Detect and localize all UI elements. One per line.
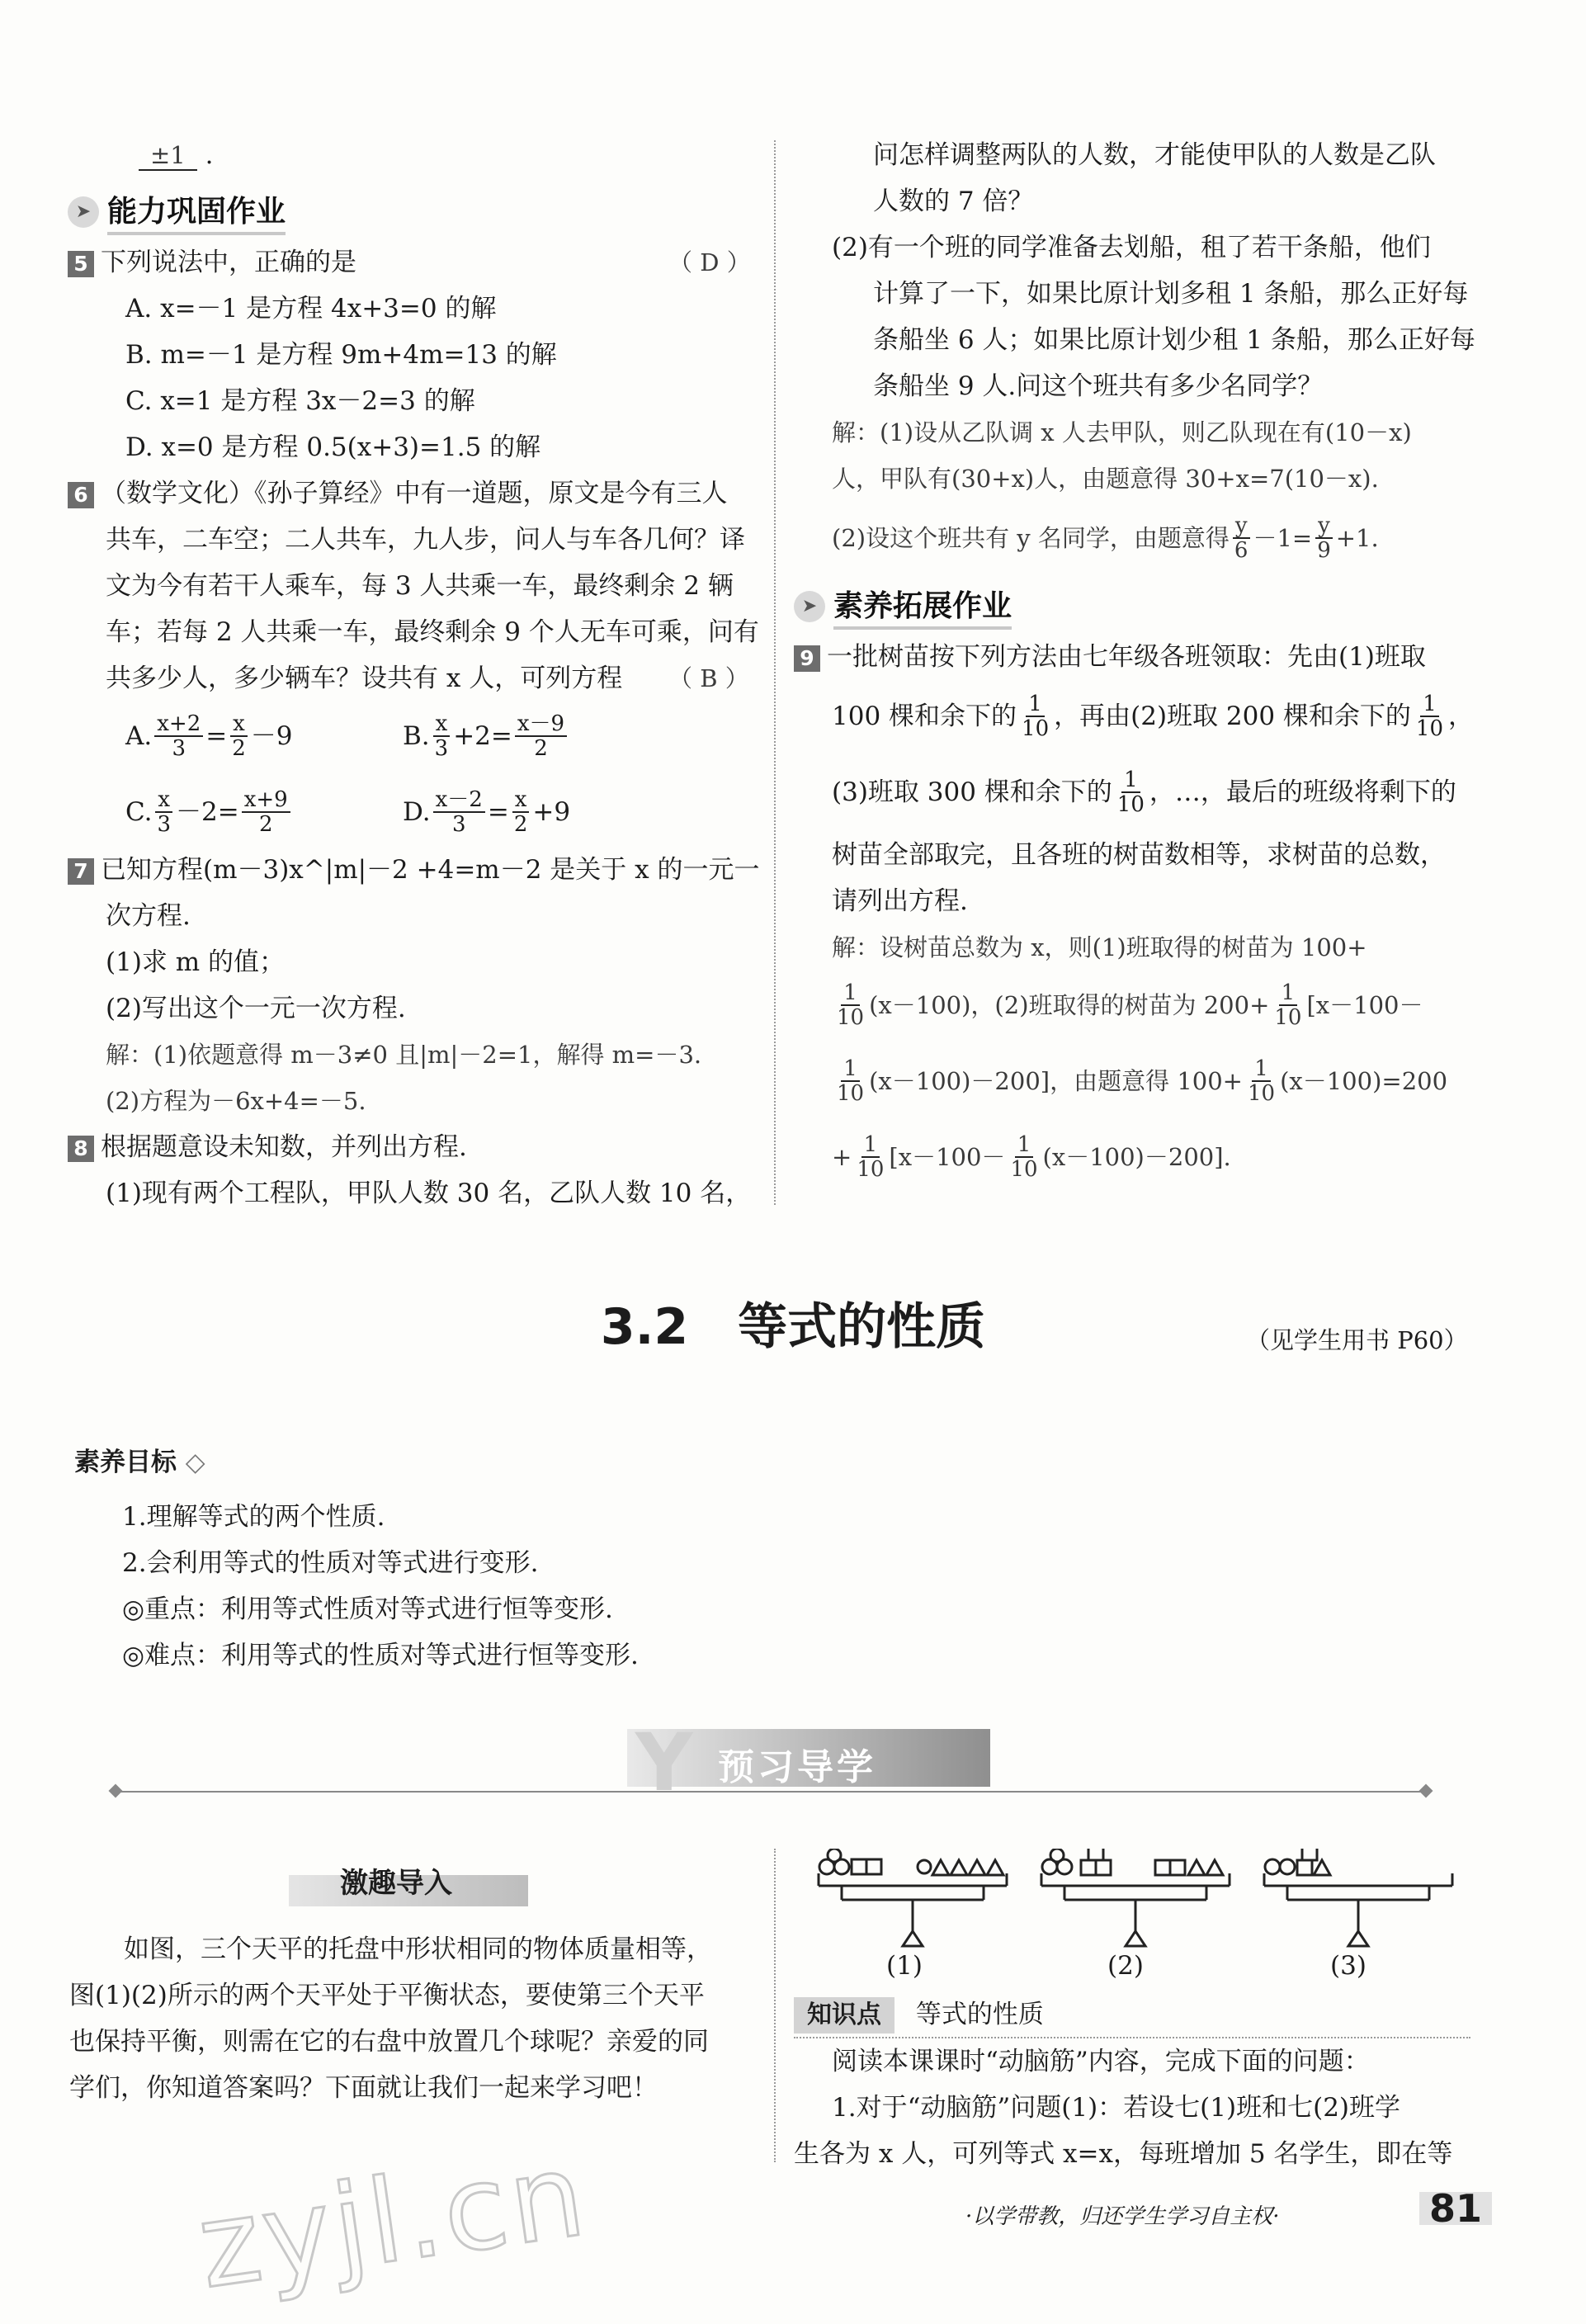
q7-sub2: (2)写出这个一元一次方程. <box>106 994 406 1023</box>
q8-right1: 问怎样调整两队的人数，才能使甲队的人数是乙队 <box>873 140 1436 170</box>
q8-solution3: (2)设这个班共有 y 名同学，由题意得 $\frac{y}{6}$ －1= $\frac{y}{9}$ +1. <box>832 513 1379 563</box>
kp-line2: 1.对于“动脑筋”问题(1)：若设七(1)班和七(2)班学 <box>832 2093 1401 2123</box>
q9-line4: 树苗全部取完，且各班的树苗数相等，求树苗的总数， <box>832 840 1446 870</box>
q6-line3: 文为今有若干人乘车，每 3 人共乘一车，最终剩余 2 辆 <box>106 571 734 601</box>
q7-solution1: 解：(1)依题意得 m－3≠0 且|m|－2=1，解得 m=－3. <box>106 1041 702 1069</box>
diamond-icon: ◇ <box>185 1448 205 1477</box>
knowledge-point-tag: 知识点 <box>794 1997 894 2034</box>
q5-option-b: B. m=－1 是方程 9m+4m=13 的解 <box>125 340 557 370</box>
goal-1: 1.理解等式的两个性质. <box>122 1502 385 1532</box>
q8-right3: (2)有一个班的同学准备去划船，租了若干条船，他们 <box>832 233 1431 262</box>
q9-solution4: + $\frac{1}{10}$ [x－100－ $\frac{1}{10}$ (x－100)－200]. <box>832 1132 1231 1182</box>
page-number: 81 <box>1419 2192 1492 2225</box>
lesson-title: 3.2 等式的性质 <box>600 1298 986 1356</box>
figure-label-2: (2) <box>1107 1951 1144 1981</box>
banner-y-letter: Y <box>635 1717 693 1809</box>
q8-solution2: 人，甲队有(30+x)人，由题意得 30+x=7(10－x). <box>832 465 1379 493</box>
balance-1 <box>819 1849 1007 1946</box>
preview-banner-text: 预习导学 <box>718 1746 876 1788</box>
intro-p2: 图(1)(2)所示的两个天平处于平衡状态，要使第三个天平 <box>69 1981 705 2010</box>
intro-p3: 也保持平衡，则需在它的右盘中放置几个球呢？亲爱的同 <box>69 2027 709 2057</box>
q6-answer: （ B ） <box>668 664 749 692</box>
goal-key-point: ◎重点：利用等式性质对等式进行恒等变形. <box>122 1594 613 1624</box>
knowledge-point-rule <box>794 2037 1470 2038</box>
q5-answer: （ D ） <box>668 248 751 276</box>
kp-line1: 阅读本课课时“动脑筋”内容，完成下面的问题： <box>832 2047 1370 2076</box>
q7-line2: 次方程. <box>106 901 191 931</box>
kp-line3: 生各为 x 人，可列等式 x=x，每班增加 5 名学生，即在等 <box>794 2139 1453 2169</box>
q9-line1: 9 一批树苗按下列方法由七年级各班领取：先由(1)班取 <box>794 640 1426 673</box>
q6-line4: 车；若每 2 人共乘一车，最终剩余 9 个人无车可乘，问有 <box>106 617 759 647</box>
banner-rule-dot <box>1419 1784 1433 1798</box>
lesson-reference: （见学生用书 P60） <box>1246 1326 1468 1354</box>
goal-2: 2.会利用等式的性质对等式进行变形. <box>122 1548 539 1578</box>
q5-option-c: C. x=1 是方程 3x－2=3 的解 <box>125 386 475 416</box>
banner-rule-dot-left <box>109 1784 123 1798</box>
arrow-icon: ➤ <box>68 196 99 228</box>
q8-right6: 条船坐 9 人.问这个班共有多少名同学？ <box>873 371 1324 401</box>
arrow-icon: ➤ <box>794 591 825 622</box>
watermark-logo: zyjl.cn <box>190 2127 596 2316</box>
figure-label-1: (1) <box>886 1951 923 1981</box>
q8-line1: 8 根据题意设未知数，并列出方程. <box>68 1131 467 1164</box>
q6-option-a: A. $\frac{x+2}{3}$ = $\frac{x}{2}$ －9 <box>125 711 293 761</box>
q7-sub1: (1)求 m 的值； <box>106 947 286 977</box>
intro-heading: 激趣导入 <box>340 1867 452 1900</box>
intro-p1: 如图，三个天平的托盘中形状相同的物体质量相等， <box>124 1934 712 1964</box>
q6-line5: 共多少人，多少辆车？设共有 x 人，可列方程 <box>106 664 623 693</box>
balance-3 <box>1264 1849 1452 1946</box>
banner-rule-left <box>116 1791 1428 1793</box>
q6-option-b: B. $\frac{x}{3}$ +2= $\frac{x-9}{2}$ <box>403 710 569 763</box>
top-answer: ±1 . <box>139 139 213 172</box>
q8-line2: (1)现有两个工程队，甲队人数 30 名，乙队人数 10 名， <box>106 1179 752 1208</box>
footer-slogan: ·以学带教，归还学生学习自主权· <box>965 2204 1280 2229</box>
knowledge-point-heading: 知识点 等式的性质 <box>794 1997 1044 2034</box>
q6-line1: 6 （数学文化）《孙子算经》中有一道题，原文是今有三人 <box>68 477 728 510</box>
q6-option-d: D. $\frac{x-2}{3}$ = $\frac{x}{2}$ +9 <box>403 787 571 837</box>
q9-line2: 100 棵和余下的 $\frac{1}{10}$ ，再由(2)班取 200 棵和余下的 $\frac{1}{10}$ ， <box>832 692 1475 741</box>
q5-stem: 5 下列说法中，正确的是 <box>68 246 356 279</box>
q5-option-a: A. x=－1 是方程 4x+3=0 的解 <box>125 294 497 324</box>
q9-solution2: $\frac{1}{10}$ (x－100)，(2)班取得的树苗为 200+ $\frac{1}{10}$ [x－100－ <box>837 980 1423 1030</box>
q8-right4: 计算了一下，如果比原计划多租 1 条船，那么正好每 <box>873 279 1469 309</box>
q9-solution1: 解：设树苗总数为 x，则(1)班取得的树苗为 100+ <box>832 933 1367 961</box>
q9-line3: (3)班取 300 棵和余下的 $\frac{1}{10}$ ，…，最后的班级将剩下的 <box>832 768 1456 817</box>
column-divider <box>774 140 776 1205</box>
balance-2 <box>1041 1849 1230 1946</box>
q8-right2: 人数的 7 倍？ <box>873 187 1034 216</box>
goal-difficulty: ◎难点：利用等式的性质对等式进行恒等变形. <box>122 1641 639 1670</box>
q7-line1: 7 已知方程(m－3)x^|m|－2 +4=m－2 是关于 x 的一元一 <box>68 853 759 886</box>
section-extension-heading: ➤ 素养拓展作业 <box>794 583 1012 630</box>
q8-right5: 条船坐 6 人；如果比原计划少租 1 条船，那么正好每 <box>873 325 1475 355</box>
q5-option-d: D. x=0 是方程 0.5(x+3)=1.5 的解 <box>125 432 541 462</box>
figure-label-3: (3) <box>1330 1951 1367 1981</box>
balance-figures <box>809 1849 1477 1956</box>
column-divider-lower <box>774 1849 776 2162</box>
goals-heading: 素养目标 ◇ <box>74 1448 205 1477</box>
q8-solution1: 解：(1)设从乙队调 x 人去甲队，则乙队现在有(10－x) <box>832 418 1412 446</box>
q9-line5: 请列出方程. <box>832 886 968 916</box>
q6-line2: 共车，二车空；二人共车，九人步，问人与车各几何？译 <box>106 525 745 555</box>
q6-option-c: C. $\frac{x}{3}$ －2= $\frac{x+9}{2}$ <box>125 786 293 838</box>
section-ability-heading: ➤ 能力巩固作业 <box>68 188 286 235</box>
q9-solution3: $\frac{1}{10}$ (x－100)－200]，由题意得 100+ $\frac{1}{10}$ (x－100)=200 <box>837 1056 1448 1106</box>
q7-solution2: (2)方程为－6x+4=－5. <box>106 1087 366 1115</box>
intro-p4: 学们，你知道答案吗？下面就让我们一起来学习吧！ <box>69 2073 658 2103</box>
